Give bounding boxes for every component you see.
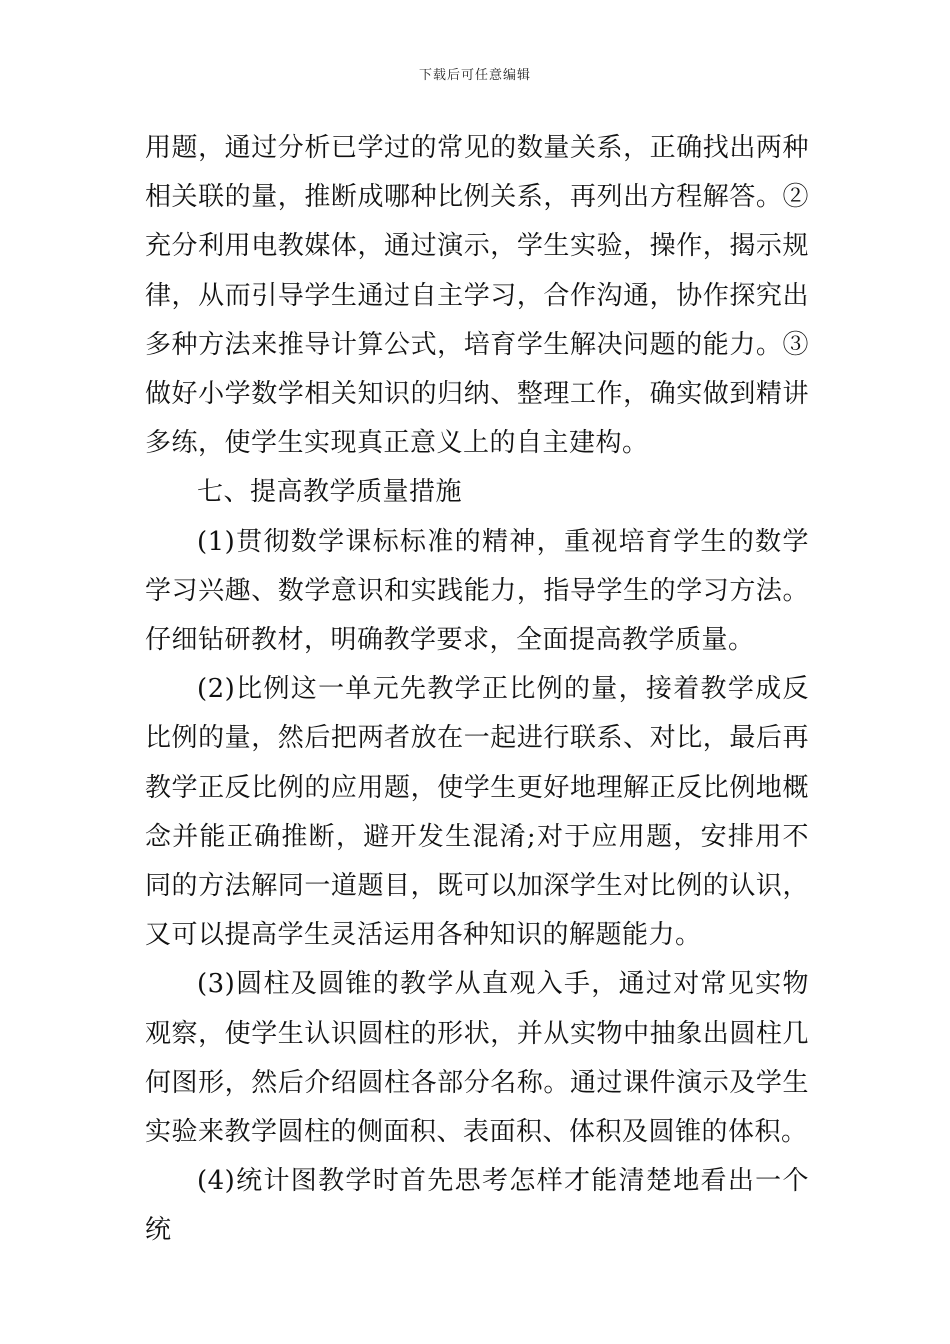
paragraph-3: (3)圆柱及圆锥的教学从直观入手，通过对常见实物观察，使学生认识圆柱的形状，并从实物中抽象出圆柱几何图形，然后介绍圆柱各部分名称。通过课件演示及学生实验来教学圆柱的侧面积、表面积、体积及圆锥的体积。 bbox=[145, 969, 809, 1148]
document-body bbox=[145, 124, 809, 1256]
paragraph-2: (2)比例这一单元先教学正比例的量，接着教学成反比例的量，然后把两者放在一起进行联系、对比，最后再教学正反比例的应用题，使学生更好地理解正反比例地概念并能正确推断，避开发生混淆;对于应用题，安排用不同的方法解同一道题目，既可以加深学生对比例的认识，又可以提高学生灵活运用各种知识的解题能力。 bbox=[145, 674, 809, 951]
page-header: 下载后可任意编辑 bbox=[418, 68, 531, 83]
paragraph-1: (1)贯彻数学课标标准的精神，重视培育学生的数学学习兴趣、数学意识和实践能力，指导学生的学习方法。仔细钻研教材，明确教学要求，全面提高教学质量。 bbox=[145, 526, 809, 656]
section-heading: 七、提高教学质量措施 bbox=[197, 477, 463, 508]
paragraph-intro: 用题，通过分析已学过的常见的数量关系，正确找出两种相关联的量，推断成哪种比例关系，再列出方程解答。②充分利用电教媒体，通过演示，学生实验，操作，揭示规律，从而引导学生通过自主学习，合作沟通，协作探究出多种方法来推导计算公式，培育学生解决问题的能力。③做好小学数学相关知识的归纳、整理工作，确实做到精讲多练，使学生实现真正意义上的自主建构。 bbox=[145, 133, 809, 459]
paragraph-4: (4)统计图教学时首先思考怎样才能清楚地看出一个统 bbox=[145, 1166, 809, 1246]
